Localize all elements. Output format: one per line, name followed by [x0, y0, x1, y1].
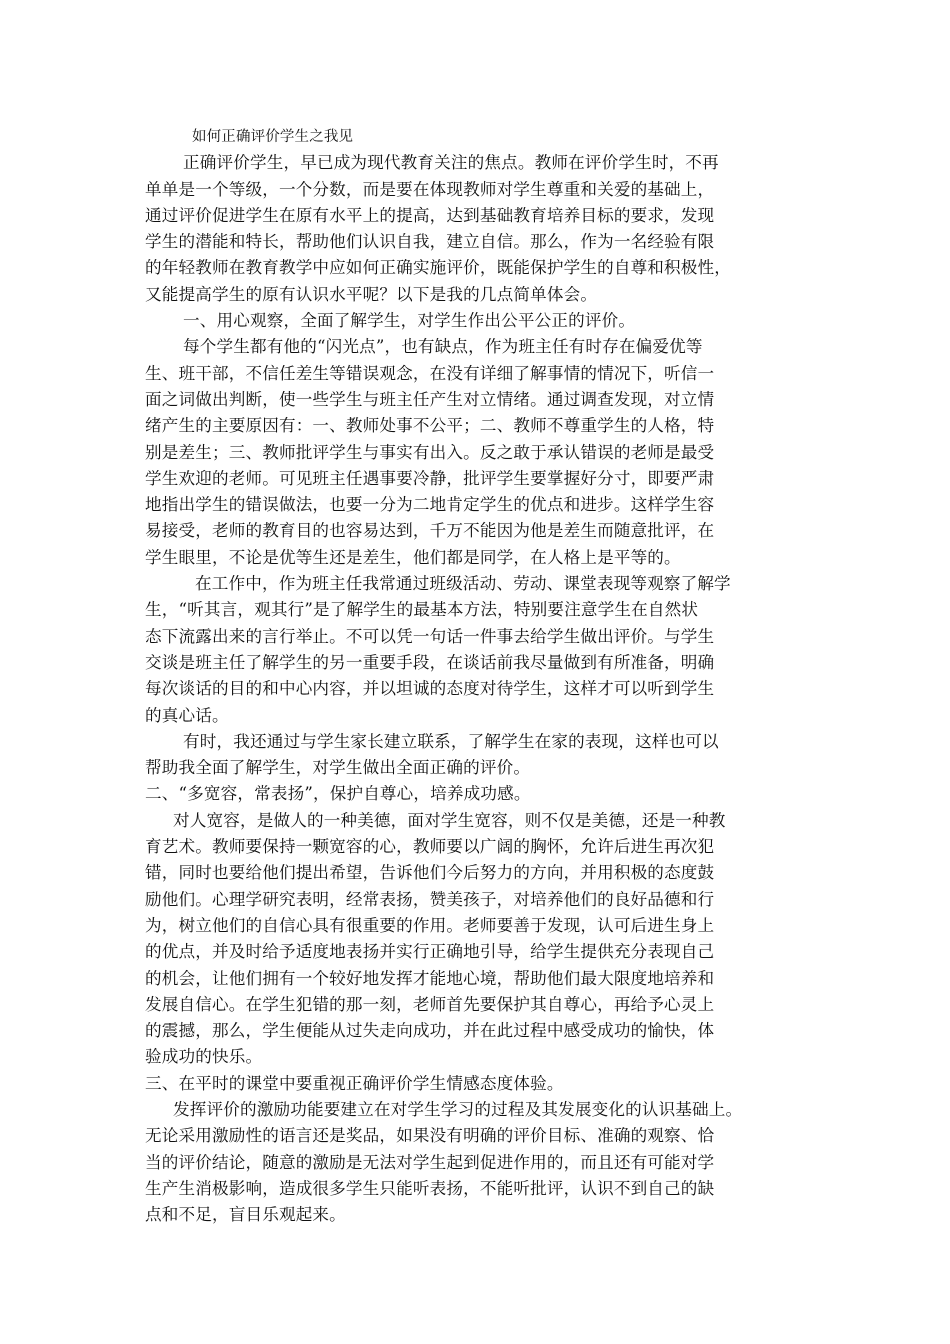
text-line: 无论采用激励性的语言还是奖品，如果没有明确的评价目标、准确的观察、恰: [145, 1126, 715, 1146]
text-line: 正确评价学生，早已成为现代教育关注的焦点。教师在评价学生时，不再: [183, 153, 719, 173]
text-line: 又能提高学生的原有认识水平呢？以下是我的几点简单体会。: [145, 284, 598, 304]
text-line: 有时，我还通过与学生家长建立联系，了解学生在家的表现，这样也可以: [183, 731, 719, 751]
text-line: 的真心话。: [145, 705, 229, 725]
text-line: 单单是一个等级，一个分数，而是要在体现教师对学生尊重和关爱的基础上，: [145, 179, 715, 199]
text-line: 态下流露出来的言行举止。不可以凭一句话一件事去给学生做出评价。与学生: [145, 626, 715, 646]
text-line: 的机会，让他们拥有一个较好地发挥才能地心境，帮助他们最大限度地培养和: [145, 968, 715, 988]
paragraph: [145, 808, 817, 1071]
text-line: 验成功的快乐。: [145, 1047, 263, 1067]
text-line: 三、在平时的课堂中要重视正确评价学生情感态度体验。: [145, 1073, 564, 1093]
text-line: 的年轻教师在教育教学中应如何正确实施评价，既能保护学生的自尊和积极性，: [145, 258, 732, 278]
text-line: 励他们。心理学研究表明，经常表扬，赞美孩子，对培养他们的良好品德和行: [145, 889, 715, 909]
text-line: 二、“多宽容，常表扬”，保护自尊心，培养成功感。: [145, 784, 531, 804]
text-line: 交谈是班主任了解学生的另一重要手段，在谈话前我尽量做到有所准备，明确: [145, 652, 715, 672]
text-line: 生、班干部，不信任差生等错误观念，在没有详细了解事情的情况下，听信一: [145, 363, 715, 383]
text-line: 地指出学生的错误做法，也要一分为二地肯定学生的优点和进步。这样学生容: [145, 495, 715, 515]
text-line: 学生的潜能和特长，帮助他们认识自我，建立自信。那么，作为一名经验有限: [145, 232, 715, 252]
text-line: 对人宽容，是做人的一种美德，面对学生宽容，则不仅是美德，还是一种教: [173, 810, 726, 830]
text-line: 一、用心观察，全面了解学生，对学生作出公平公正的评价。: [183, 311, 636, 331]
text-line: 面之词做出判断，使一些学生与班主任产生对立情绪。通过调查发现，对立情: [145, 389, 715, 409]
text-line: 生产生消极影响，造成很多学生只能听表扬，不能听批评，认识不到自己的缺: [145, 1178, 715, 1198]
paragraph: [145, 308, 817, 334]
paragraph: [145, 571, 817, 729]
text-line: 生，“听其言，观其行”是了解学生的最基本方法，特别要注意学生在自然状: [145, 600, 699, 620]
paragraph: [145, 1071, 817, 1097]
text-line: 在工作中，作为班主任我常通过班级活动、劳动、课堂表现等观察了解学: [195, 574, 731, 594]
paragraph: [145, 1097, 817, 1228]
text-line: 绪产生的主要原因有：一、教师处事不公平；二、教师不尊重学生的人格，特: [145, 416, 715, 436]
text-line: 易接受，老师的教育目的也容易达到，千万不能因为他是差生而随意批评，在: [145, 521, 715, 541]
text-line: 每次谈话的目的和中心内容，并以坦诚的态度对待学生，这样才可以听到学生: [145, 679, 715, 699]
paragraph: [145, 729, 817, 782]
text-line: 发展自信心。在学生犯错的那一刻，老师首先要保护其自尊心，再给予心灵上: [145, 994, 715, 1014]
text-line: 的优点，并及时给予适度地表扬并实行正确地引导，给学生提供充分表现自己: [145, 942, 715, 962]
paragraph: [145, 150, 817, 308]
text-line: 错，同时也要给他们提出希望，告诉他们今后努力的方向，并用积极的态度鼓: [145, 863, 715, 883]
text-line: 帮助我全面了解学生，对学生做出全面正确的评价。: [145, 758, 531, 778]
text-line: 每个学生都有他的“闪光点”，也有缺点，作为班主任有时存在偏爱优等: [183, 337, 703, 357]
text-line: 发挥评价的激励功能要建立在对学生学习的过程及其发展变化的认识基础上。: [173, 1099, 743, 1119]
paragraph: [145, 334, 817, 571]
text-line: 点和不足，盲目乐观起来。: [145, 1205, 346, 1225]
text-line: 学生眼里，不论是优等生还是差生，他们都是同学，在人格上是平等的。: [145, 547, 681, 567]
paragraph: [145, 781, 817, 807]
text-line: 为，树立他们的自信心具有很重要的作用。老师要善于发现，认可后进生身上: [145, 915, 715, 935]
text-line: 别是差生；三、教师批评学生与事实有出入。反之敢于承认错误的老师是最受: [145, 442, 715, 462]
document-body: [145, 150, 817, 1228]
text-line: 育艺术。教师要保持一颗宽容的心，教师要以广阔的胸怀，允许后进生再次犯: [145, 837, 715, 857]
text-line: 学生欢迎的老师。可见班主任遇事要冷静，批评学生要掌握好分寸，即要严肃: [145, 468, 715, 488]
document-page: [145, 124, 817, 1228]
document-title: 如何正确评价学生之我见: [192, 129, 354, 145]
text-line: 通过评价促进学生在原有水平上的提高，达到基础教育培养目标的要求，发现: [145, 205, 715, 225]
text-line: 当的评价结论，随意的激励是无法对学生起到促进作用的，而且还有可能对学: [145, 1152, 715, 1172]
text-line: 的震撼，那么，学生便能从过失走向成功，并在此过程中感受成功的愉快，体: [145, 1021, 715, 1041]
